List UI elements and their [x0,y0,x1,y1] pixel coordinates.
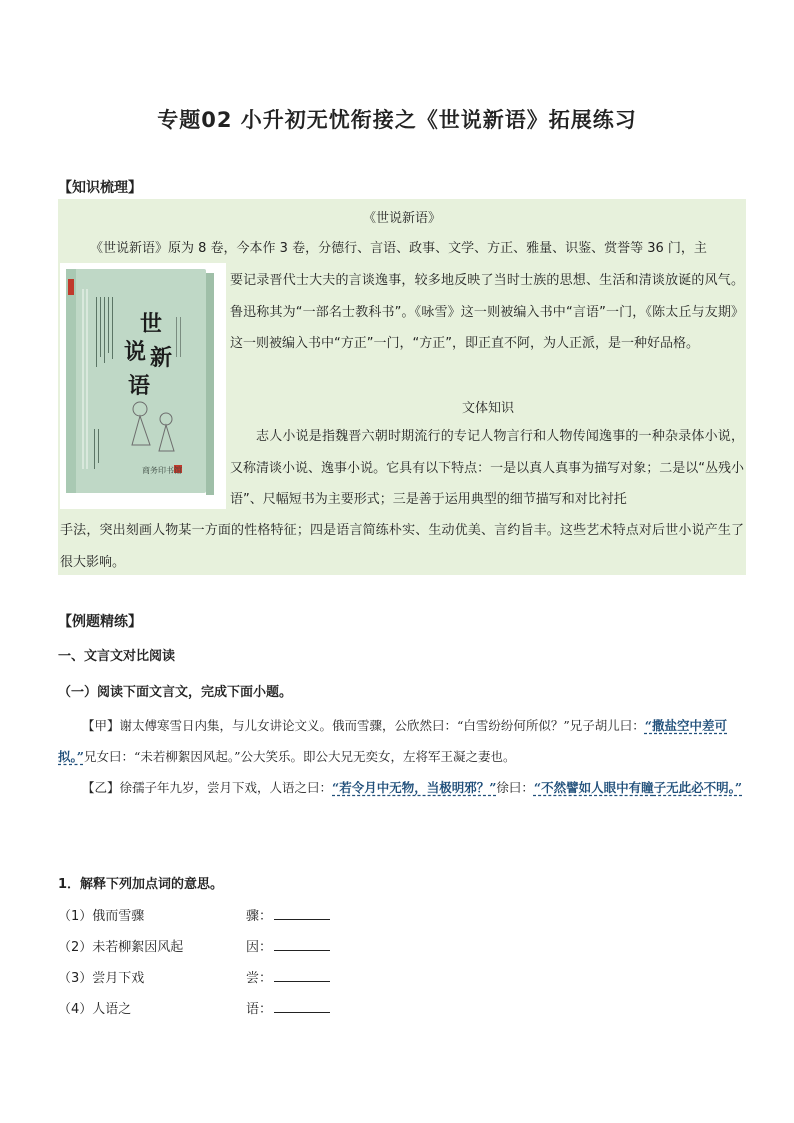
passage-yi-quote-2a: “不然譬如人眼中有瞳 [533,780,654,795]
item-2-answer-label: 因： [246,940,273,955]
item-4-answer-blank[interactable] [274,1000,330,1013]
item-1-label: （1）俄而雪骤 [58,909,145,924]
book-cover-illustration [66,269,214,499]
part1-subheading: （一）阅读下面文言文，完成下面小题。 [58,685,293,700]
para2-right: 志人小说是指魏晋六朝时期流行的专记人物言行和人物传闻逸事的一种杂录体小说，又称清谈小说、逸事小说。它具有以下特点：一是以真人真事为描写对象；二是以“丛残小语”、尺幅短书为主要形式；三是善于运用典型的细节描写和对比衬托 [230,429,744,507]
knowledge-box [58,199,746,575]
passage-yi-quote-2b: 子无此必不明。” [653,780,743,795]
passage-yi [58,772,748,803]
cover-title-char-1: 世 [140,311,163,337]
item-2-answer-blank[interactable] [274,938,330,951]
passage-jia-text: 【甲】谢太傅寒雪日内集，与儿女讲论文义。俄而雪骤，公欣然曰：“白雪纷纷何所似？”兄子胡儿曰： [82,718,645,733]
cover-title-char-4: 语 [128,373,151,399]
item-4-answer-label: 语： [246,1002,273,1017]
para1-lead: 《世说新语》原为 8 卷，今本作 3 卷，分德行、言语、政事、文学、方正、雅量、识鉴、赏誉等 36 门，主 [90,241,707,256]
item-3-answer-label: 尝： [246,971,273,986]
part1-heading: 一、文言文对比阅读 [58,649,176,664]
item-3-answer-blank[interactable] [274,969,330,982]
para1-rest: 要记录晋代士大夫的言谈逸事，较多地反映了当时士族的思想、生活和清谈放诞的风气。鲁迅称其为“一部名士教科书”。《咏雪》这一则被编入书中“言语”一门，《陈太丘与友期》这一则被编入书中“方正”一门，“方正”，即正直不阿，为人正派，是一种好品格。 [230,273,744,351]
cover-title-char-3: 新 [150,345,173,371]
question-1-item-3 [58,967,330,986]
item-3-label: （3）尝月下戏 [58,971,145,986]
genre-subtitle: 文体知识 [461,401,514,416]
knowledge-heading: 【知识梳理】 [58,180,142,196]
para2-full: 手法，突出刻画人物某一方面的性格特征；四是语言简练朴实、生动优美、言约旨丰。这些艺术特点对后世小说产生了很大影响。 [60,523,744,570]
box-title: 《世说新语》 [362,211,441,226]
question-1-item-2 [58,936,330,955]
item-1-answer-blank[interactable] [274,907,330,920]
passage-yi-quote-1: “若令月中无物，当极明邪？” [332,780,497,795]
item-2-label: （2）未若柳絮因风起 [58,940,184,955]
question-1-item-4 [58,998,330,1017]
book-cover-image [60,263,226,509]
passage-jia [58,710,748,772]
passage-jia-rest: 兄女曰：“未若柳絮因风起。”公大笑乐。即公大兄无奕女，左将军王凝之妻也。 [83,749,516,764]
passage-yi-text: 【乙】徐孺子年九岁，尝月下戏，人语之曰： [82,780,333,795]
passage-yi-mid: 徐曰： [496,780,534,795]
item-4-label: （4）人语之 [58,1002,132,1017]
question-1-item-1 [58,905,330,924]
cover-publisher: 商务印书馆 [142,466,182,475]
document-title: 专题02 小升初无忧衔接之《世说新语》拓展练习 [157,108,637,132]
item-1-answer-label: 骤： [246,909,273,924]
passage-jia-quote: “撒盐空中差可拟。” [58,718,727,764]
question-1-stem: 1．解释下列加点词的意思。 [58,877,224,892]
cover-title-char-2: 说 [124,339,147,365]
examples-heading: 【例题精练】 [58,614,142,630]
